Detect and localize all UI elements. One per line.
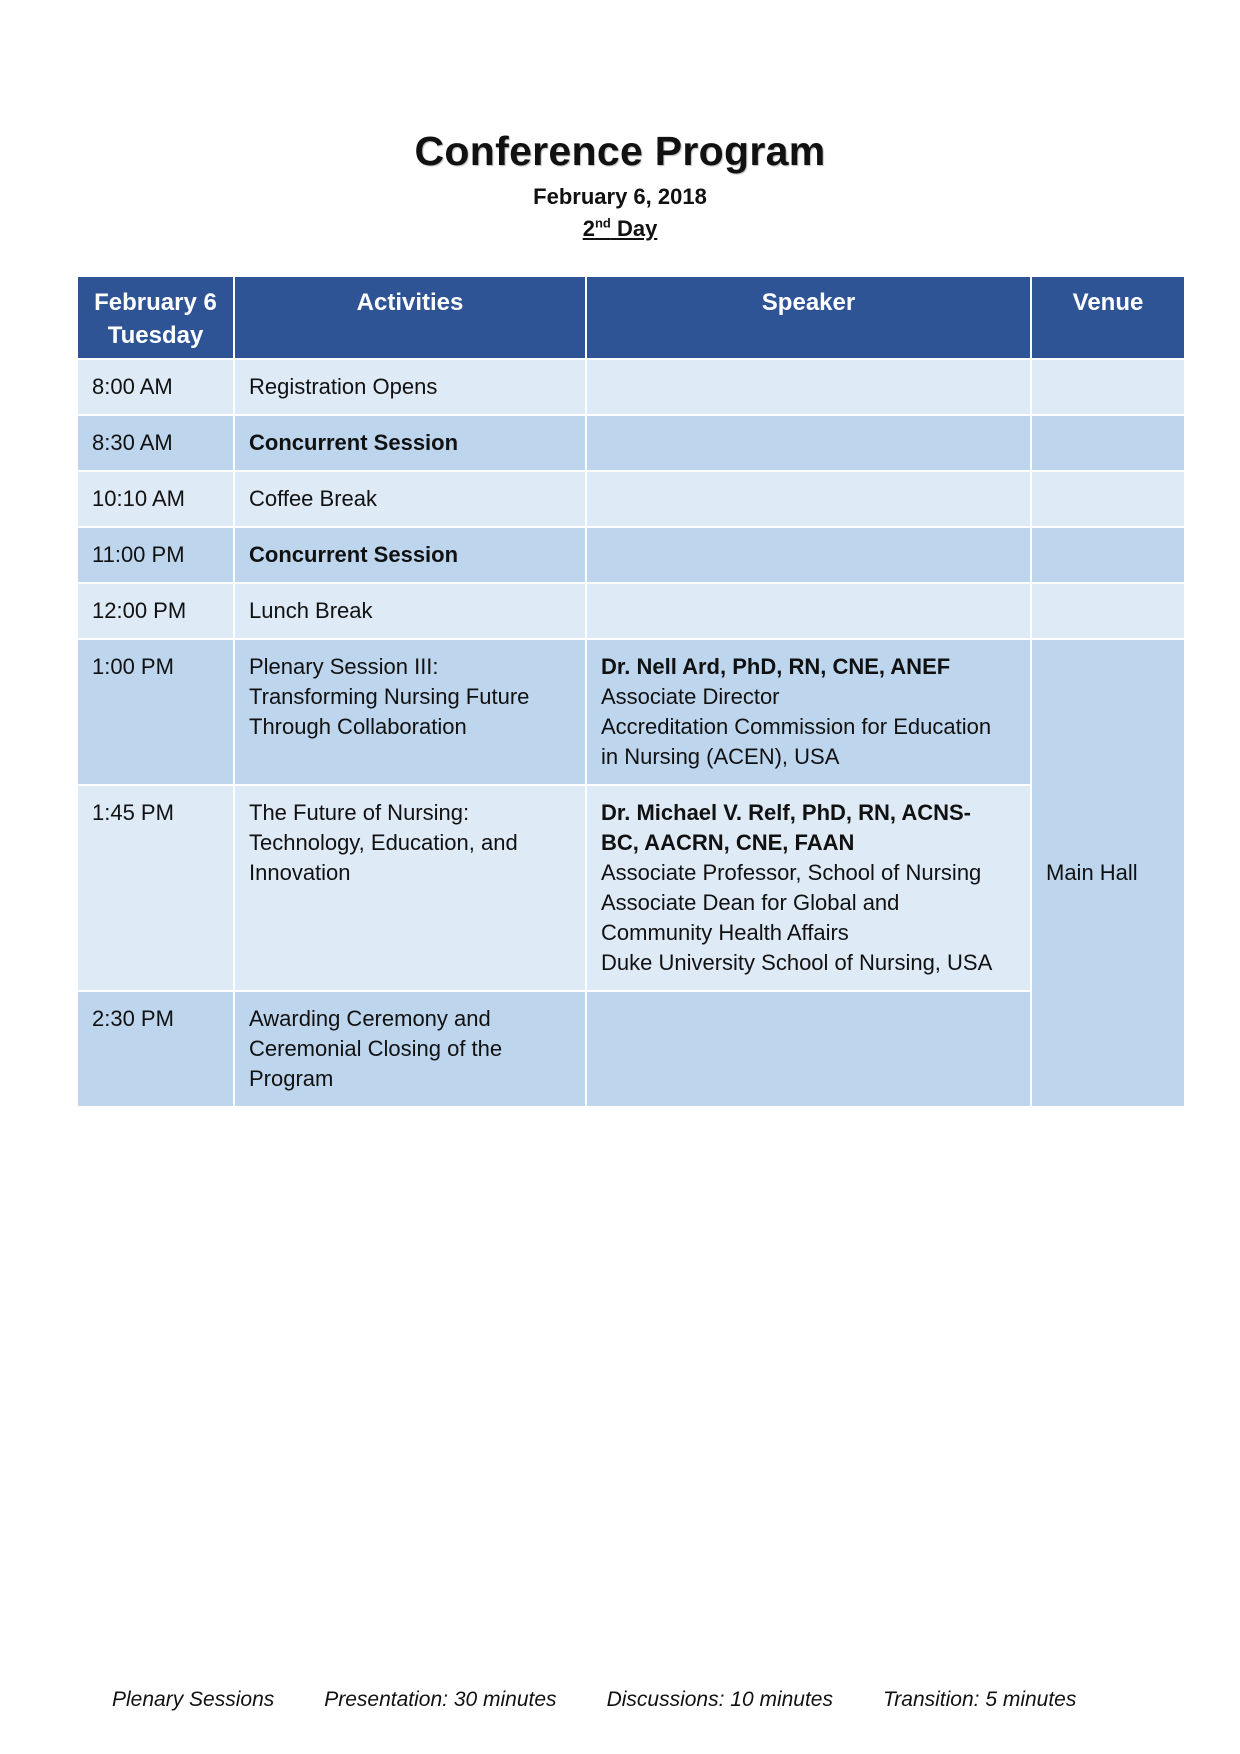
table-row — [78, 992, 1184, 1106]
column-header-date — [78, 277, 233, 358]
venue-cell — [1032, 584, 1184, 638]
speaker-cell — [587, 584, 1030, 638]
activity-cell: Lunch Break — [235, 584, 585, 638]
footer-discussions: Discussions: 10 minutes — [606, 1688, 833, 1711]
activity-line: The Future of Nursing: — [249, 800, 470, 825]
page-title: Conference Program — [414, 128, 826, 174]
table-row — [78, 528, 1184, 582]
footer-transition: Transition: 5 minutes — [883, 1688, 1077, 1711]
time-cell: 10:10 AM — [78, 472, 233, 526]
header-date-line: February 6 — [94, 289, 217, 316]
speaker-cell — [587, 528, 1030, 582]
day-label-text — [583, 216, 658, 241]
activity-cell — [235, 992, 585, 1106]
time-cell: 8:00 AM — [78, 360, 233, 414]
time-cell: 1:45 PM — [78, 786, 233, 990]
activity-line: Transforming Nursing Future — [249, 684, 530, 709]
activity-cell: Concurrent Session — [235, 416, 585, 470]
program-date: February 6, 2018 — [533, 184, 707, 209]
table-header-row — [78, 277, 1184, 358]
footer-plenary: Plenary Sessions — [112, 1688, 275, 1711]
activity-line: Innovation — [249, 860, 351, 885]
time-cell: 2:30 PM — [78, 992, 233, 1106]
venue-cell — [1032, 416, 1184, 470]
day-label — [0, 216, 1240, 242]
activity-cell — [235, 640, 585, 784]
activity-line: Awarding Ceremony and — [249, 1006, 491, 1031]
table-row — [78, 786, 1184, 990]
speaker-cell — [587, 416, 1030, 470]
speaker-name: Dr. Michael V. Relf, PhD, RN, ACNS- — [601, 800, 972, 825]
activity-line: Program — [249, 1066, 334, 1091]
table-row — [78, 416, 1184, 470]
day-number: 2 — [582, 216, 595, 242]
speaker-title-line: Associate Dean for Global and — [601, 890, 900, 915]
activity-line: Technology, Education, and — [249, 830, 518, 855]
activity-cell: Registration Opens — [235, 360, 585, 414]
table-row — [78, 584, 1184, 638]
table-row — [78, 360, 1184, 414]
venue-cell — [1032, 360, 1184, 414]
header-weekday-line: Tuesday — [107, 322, 204, 349]
footer-presentation: Presentation: 30 minutes — [324, 1688, 557, 1711]
table-row — [78, 640, 1184, 784]
speaker-cell — [587, 360, 1030, 414]
speaker-name: Dr. Nell Ard, PhD, RN, CNE, ANEF — [601, 654, 951, 679]
footer-notes — [112, 1688, 1142, 1712]
speaker-title-line: Community Health Affairs — [601, 920, 849, 945]
speaker-title-line: in Nursing (ACEN), USA — [601, 744, 840, 769]
time-cell: 12:00 PM — [78, 584, 233, 638]
day-word: Day — [616, 216, 658, 242]
speaker-cell — [587, 786, 1030, 990]
venue-cell-main-hall: Main Hall — [1032, 640, 1184, 1106]
speaker-cell — [587, 640, 1030, 784]
speaker-title-line: Associate Director — [601, 684, 780, 709]
column-header-speaker: Speaker — [587, 277, 1030, 358]
column-header-venue: Venue — [1032, 277, 1184, 358]
speaker-title-line: Duke University School of Nursing, USA — [601, 950, 993, 975]
speaker-title-line: Accreditation Commission for Education — [601, 714, 992, 739]
program-table — [76, 275, 1186, 1108]
time-cell: 11:00 PM — [78, 528, 233, 582]
speaker-cell — [587, 992, 1030, 1106]
time-cell: 8:30 AM — [78, 416, 233, 470]
activity-line: Ceremonial Closing of the — [249, 1036, 503, 1061]
speaker-cell — [587, 472, 1030, 526]
time-cell: 1:00 PM — [78, 640, 233, 784]
day-suffix: nd — [594, 216, 611, 231]
activity-line: Plenary Session III: — [249, 654, 439, 679]
activity-cell: Concurrent Session — [235, 528, 585, 582]
venue-cell — [1032, 472, 1184, 526]
activity-line: Through Collaboration — [249, 714, 467, 739]
speaker-title-line: Associate Professor, School of Nursing — [601, 860, 982, 885]
venue-cell — [1032, 528, 1184, 582]
column-header-activities: Activities — [235, 277, 585, 358]
table-row — [78, 472, 1184, 526]
activity-cell — [235, 786, 585, 990]
speaker-name: BC, AACRN, CNE, FAAN — [601, 830, 855, 855]
activity-cell: Coffee Break — [235, 472, 585, 526]
